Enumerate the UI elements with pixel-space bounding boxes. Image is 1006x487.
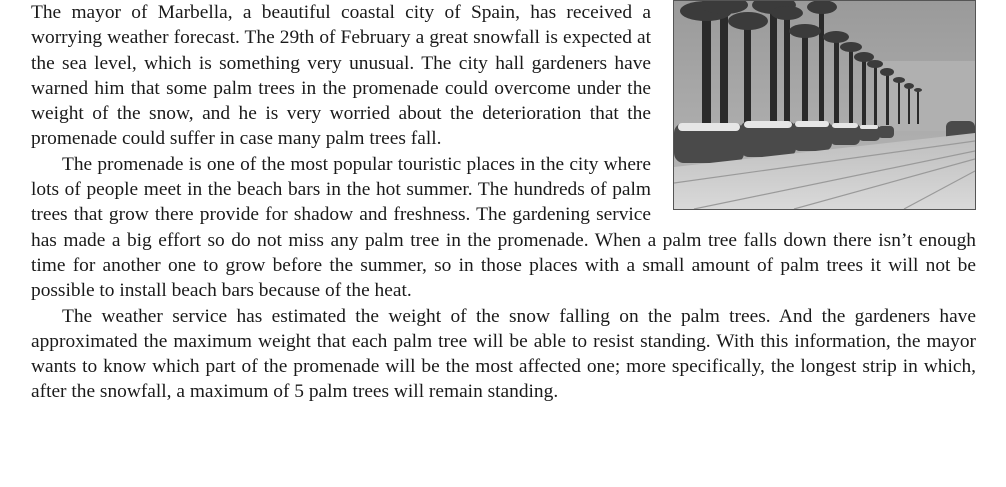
snowy-palm-promenade-image xyxy=(674,1,975,209)
problem-statement xyxy=(31,0,976,405)
paragraph-1: The mayor of Marbella, a beautiful coastal city of Spain, has received a worrying weather forecast. The 29th of February a great snowfall is expected at the sea level, which is something very unusual. The city hall gardeners have warned him that some palm trees in the promenade could overcome under the weight of the snow, and he is very worried about the deterioration that the promenade could suffer in case many palm trees fall. xyxy=(31,2,651,150)
paragraph-2: The promenade is one of the most popular touristic places in the city where lots of people meet in the beach bars in the hot summer. The hundreds of palm trees that grow there provide for shadow and freshness. The gardening service has made a big effort so do not miss any palm tree in the promenade. When a palm tree falls down there isn’t enough time for another one to grow before the summer, so in those places with a small amount of palm trees it will not be possible to install beach bars because of the heat. xyxy=(31,153,976,302)
snowy-promenade-photo xyxy=(673,0,976,210)
paragraph-3: The weather service has estimated the weight of the snow falling on the palm trees. And the gardeners have approximated the maximum weight that each palm tree will be able to resist standing. With this information, the mayor wants to know which part of the promenade will be the most affected one; more specifically, the longest strip in which, after the snowfall, a maximum of 5 palm trees will remain standing. xyxy=(31,305,976,403)
